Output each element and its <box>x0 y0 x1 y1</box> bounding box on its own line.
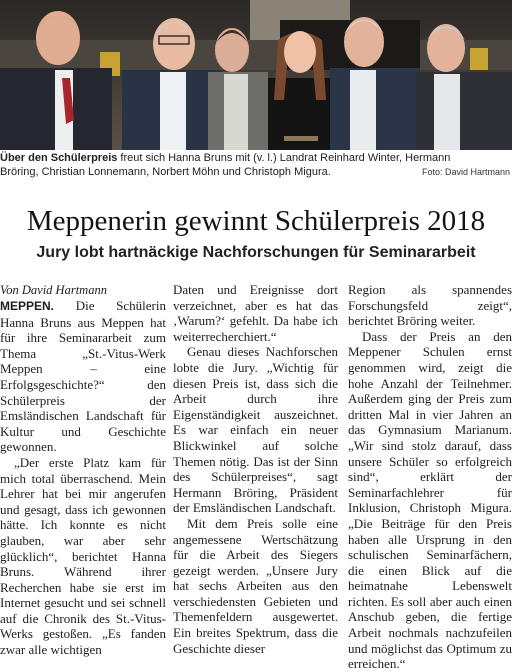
caption-line-1-text: freut sich Hanna Bruns mit (v. l.) Landrat Reinhard Winter, Hermann <box>117 152 451 164</box>
article-column-3 <box>348 282 512 672</box>
paragraph-text: Die Schülerin Hanna Bruns aus Meppen hat für ihre Seminararbeit zum Thema „St.-Vitus-Werk Meppen – eine Erfolgsgeschichte?“ den Schülerpreis der Emsländischen Landschaft für Kultur und Geschichte gewonnen. <box>0 298 166 455</box>
paragraph: Region als spannendes Forschungsfeld zeigt“, berichtet Bröring weiter. <box>348 282 512 329</box>
caption-line-2: Bröring, Christian Lonnemann, Norbert Möhn und Christoph Migura. <box>0 166 331 178</box>
dateline: MEPPEN. <box>0 299 55 313</box>
byline: Von David Hartmann <box>0 283 107 297</box>
caption-lead: Über den Schülerpreis <box>0 152 118 164</box>
paragraph: „Der erste Platz kam für mich total überraschend. Mein Lehrer hat bei mir angerufen und gesagt, dass ich gewonnen hätte. Ich konnte es nicht glauben, war aber sehr glücklich“, berichtet Hanna Bruns. Während ihrer Recherchen habe sie erst im Internet gesucht und sei schnell auf die Chronik des St.-Vitus-Werks gestoßen. „Es fanden zwar alle wichtigen <box>0 454 166 658</box>
paragraph <box>0 298 166 455</box>
photo-caption <box>0 151 512 179</box>
caption-line-1 <box>0 151 512 165</box>
paragraph: Dass der Preis an den Meppener Schulen ernst genommen wird, zeigt die hohe Anzahl der Teilnehmer. Außerdem ging der Preis zum dritten Mal in vier Jahren an das Gymnasium Marianum. „Wir sind stolz darauf, dass unsere Schüler so erfolgreich sind“, erklärt der Seminarfachlehrer für Inklusion, Christoph Migura. „Die Beiträge für den Preis haben alle Ursprung in den schulischen Seminarfächern, die einen Blick auf die heimatnahe Lebenswelt richten. Es soll aber auch einen Anschub geben, die fertige Arbeit nochmals nachzufeilen und möglichst das Optimum zu erreichen.“ <box>348 328 512 672</box>
photo-credit: Foto: David Hartmann <box>421 167 510 177</box>
article-column-2 <box>173 282 338 656</box>
paragraph: Genau dieses Nachforschen lobte die Jury. „Wichtig für diesen Preis ist, dass sich die Arbeit durch ihre Eigenständigkeit auszeichnet. Es war einfach ein neuer Blickwinkel auf solche Themen nötig. Das ist der Sinn des Schülerpreises“, sagt Hermann Bröring, Präsident der Emsländischen Landschaft. <box>173 344 338 516</box>
group-photo <box>0 0 512 150</box>
paragraph: Mit dem Preis solle eine angemessene Wertschätzung für die Arbeit des Siegers gezeigt werden. „Unsere Jury hat sechs Arbeiten aus den verschiedensten Gebieten und Themenfeldern ausgewertet. Ein breites Spektrum, dass die Geschichte dieser <box>173 515 338 656</box>
article-column-1 <box>0 282 166 658</box>
article-headline: Meppenerin gewinnt Schülerpreis 2018 <box>26 205 486 237</box>
paragraph: Daten und Ereignisse dort verzeichnet, aber es hat das ‚Warum?‘ gefehlt. Da habe ich weiterrecherchiert.“ <box>173 282 338 344</box>
article-subheadline: Jury lobt hartnäckige Nachforschungen für Seminararbeit <box>36 244 476 261</box>
